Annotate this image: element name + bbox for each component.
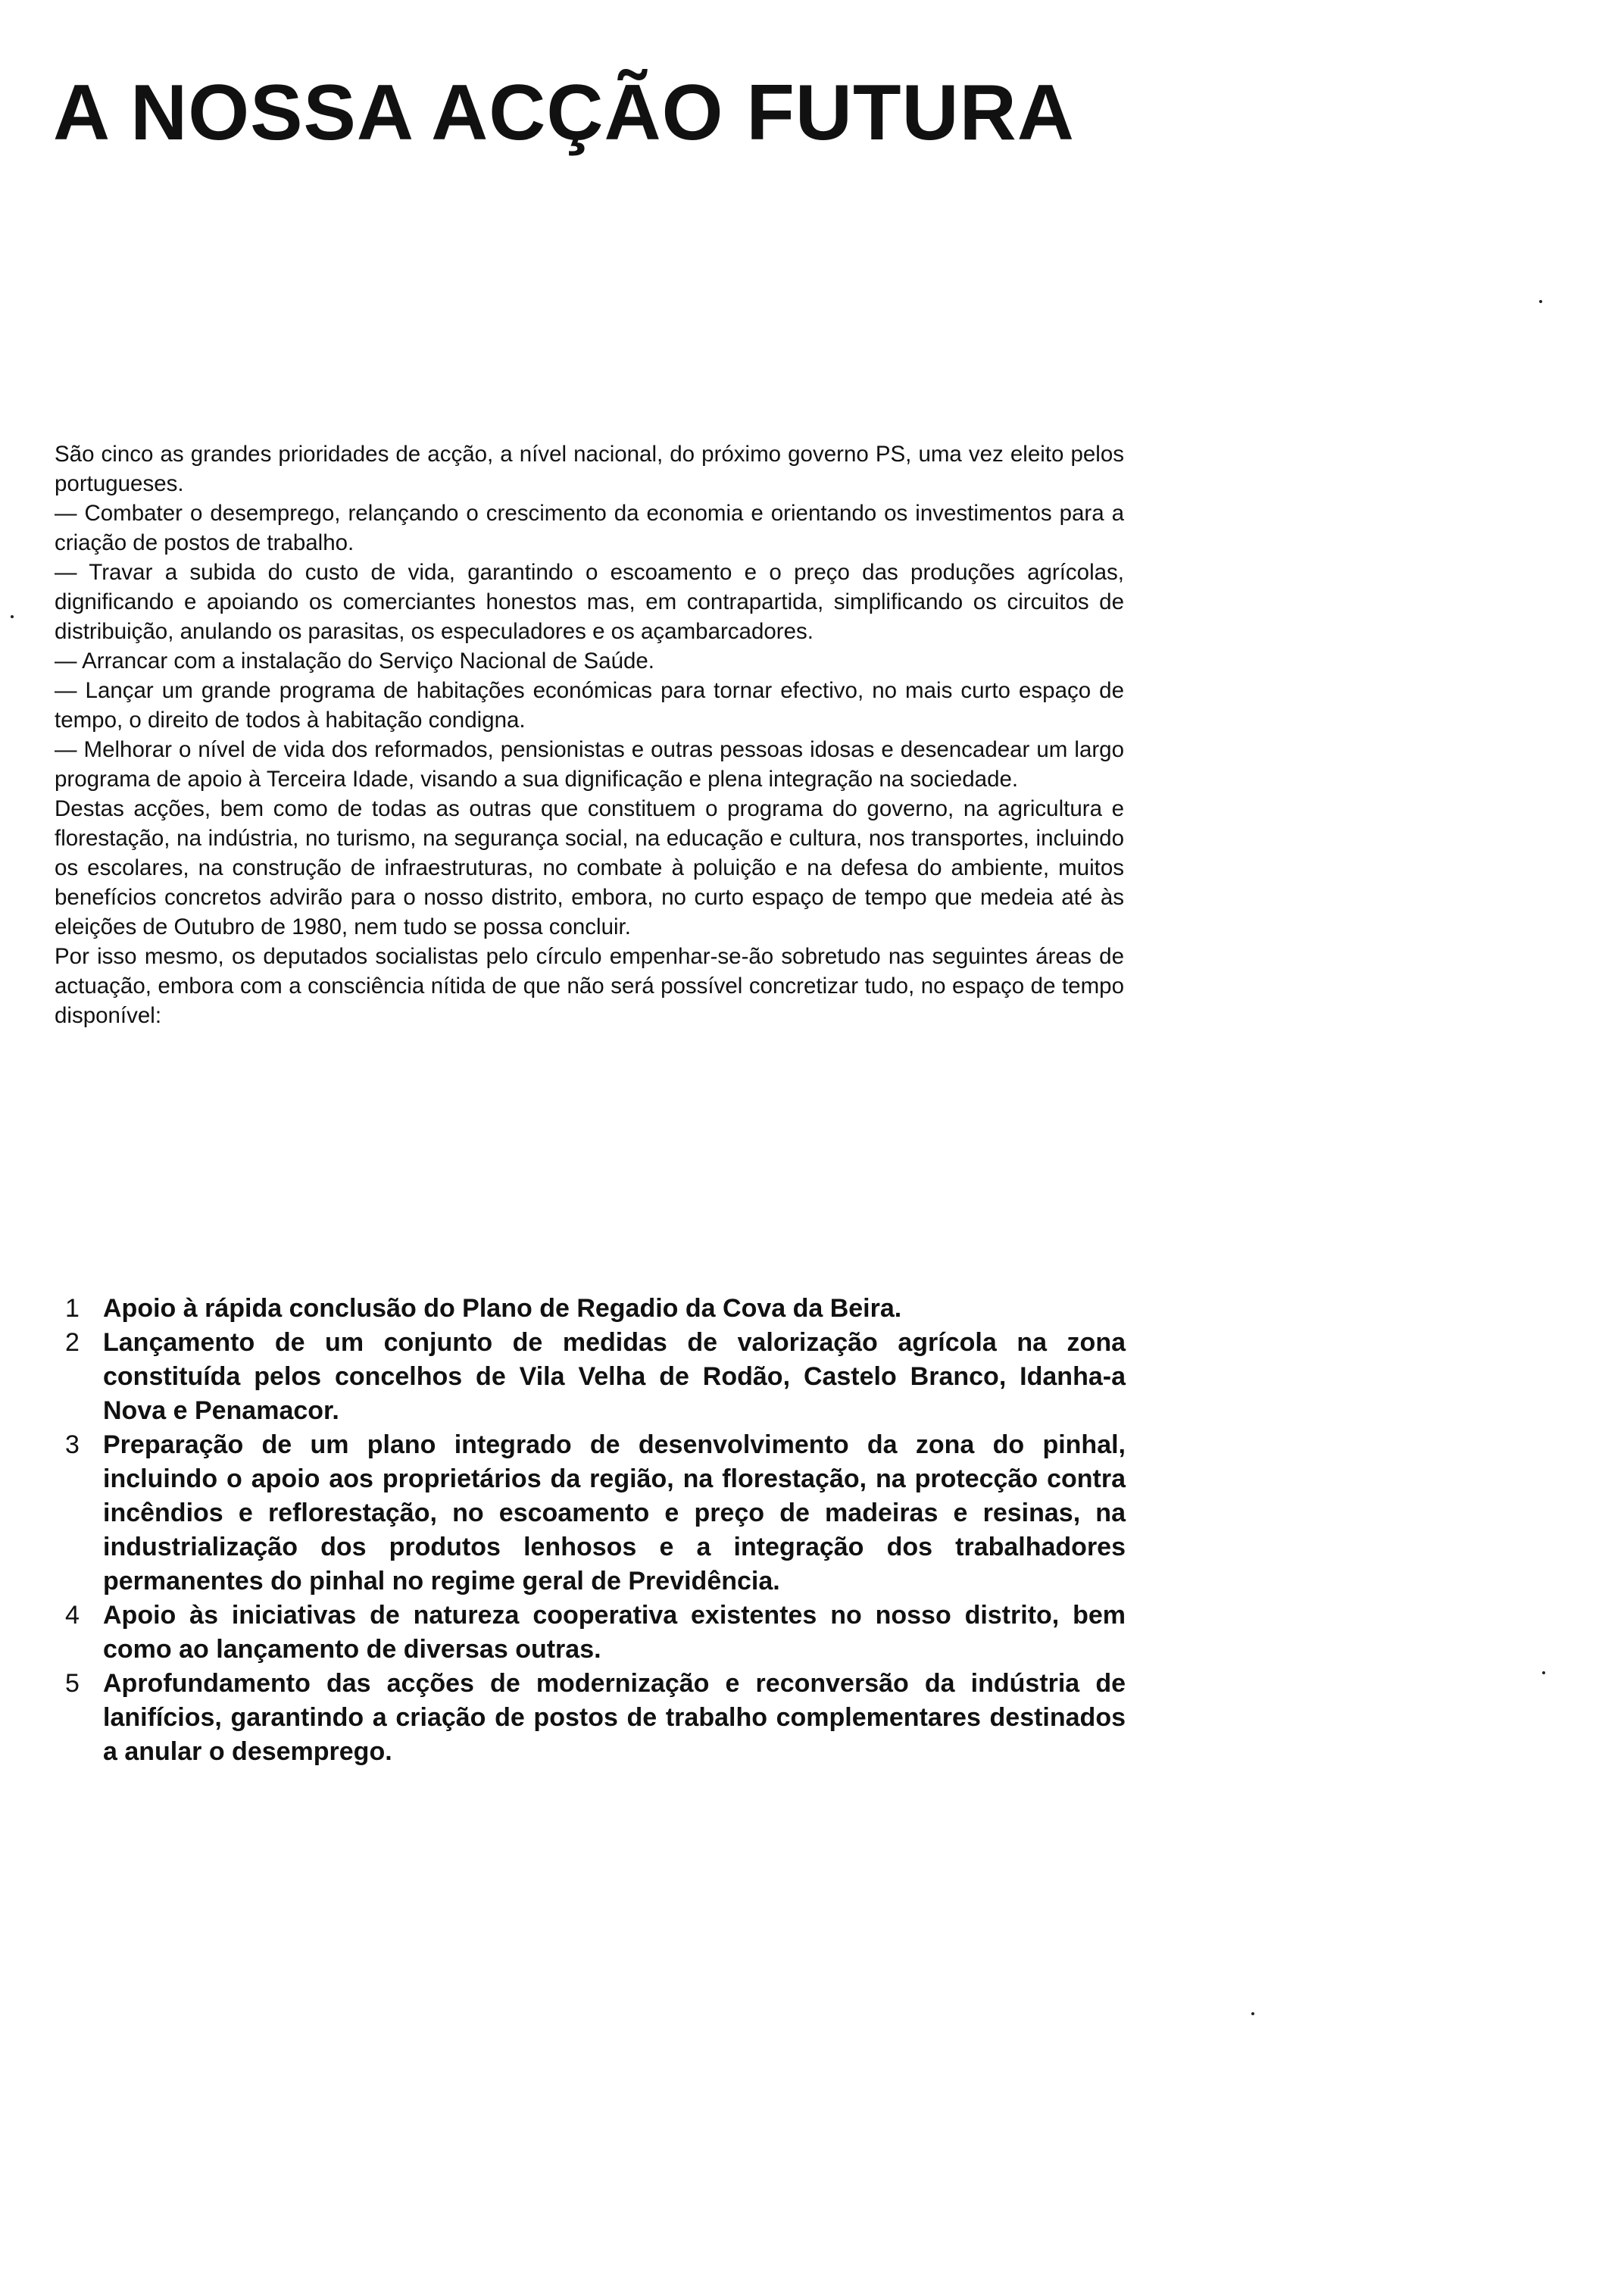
- scan-speck: [1539, 300, 1542, 303]
- item-number: 1: [65, 1294, 80, 1323]
- item-text: Apoio às iniciativas de natureza cooperativa existentes no nosso distrito, bem como ao lançamento de diversas outras.: [103, 1601, 1126, 1664]
- list-item: [65, 1599, 1126, 1667]
- priority-list: [65, 1292, 1126, 1769]
- item-number: 3: [65, 1430, 80, 1459]
- intro-paragraph: — Melhorar o nível de vida dos reformados, pensionistas e outras pessoas idosas e desencadear um largo programa de apoio à Terceira Idade, visando a sua dignificação e plena integração na sociedade.: [55, 737, 1124, 792]
- scan-speck: [11, 615, 14, 618]
- item-number: 5: [65, 1669, 80, 1698]
- item-text: Apoio à rápida conclusão do Plano de Regadio da Cova da Beira.: [103, 1294, 902, 1323]
- list-item: [65, 1428, 1126, 1599]
- scan-speck: [1251, 2012, 1254, 2015]
- item-number: 4: [65, 1601, 80, 1630]
- list-item: [65, 1292, 1126, 1326]
- page-title: A NOSSA ACÇÃO FUTURA: [53, 69, 1075, 157]
- intro-paragraph: São cinco as grandes prioridades de acção, a nível nacional, do próximo governo PS, uma vez eleito pelos portugueses.: [55, 442, 1124, 496]
- item-text: Lançamento de um conjunto de medidas de valorização agrícola na zona constituída pelos concelhos de Vila Velha de Rodão, Castelo Branco, Idanha-a Nova e Penamacor.: [103, 1328, 1126, 1425]
- intro-paragraph: Destas acções, bem como de todas as outras que constituem o programa do governo, na agricultura e florestação, na indústria, no turismo, na segurança social, na educação e cultura, nos transportes, incluindo os escolares, na construção de infraestruturas, no combate à poluição e na defesa do ambiente, muitos benefícios concretos advirão para o nosso distrito, embora, no curto espaço de tempo que medeia até às eleições de Outubro de 1980, nem tudo se possa concluir.: [55, 796, 1124, 939]
- intro-paragraph: Por isso mesmo, os deputados socialistas pelo círculo empenhar-se-ão sobretudo nas seguintes áreas de actuação, embora com a consciência nítida de que não será possível concretizar tudo, no espaço de tempo disponível:: [55, 944, 1124, 1028]
- scan-speck: [1542, 1671, 1545, 1674]
- intro-paragraph: — Arrancar com a instalação do Serviço Nacional de Saúde.: [55, 649, 655, 674]
- item-number: 2: [65, 1328, 80, 1357]
- intro-paragraph: — Travar a subida do custo de vida, garantindo o escoamento e o preço das produções agrícolas, dignificando e apoiando os comerciantes honestos mas, em contrapartida, simplificando os circuitos de distribuição, anulando os parasitas, os especuladores e os açambarcadores.: [55, 560, 1124, 644]
- item-text: Aprofundamento das acções de modernização e reconversão da indústria de lanifícios, garantindo a criação de postos de trabalho complementares destinados a anular o desemprego.: [103, 1669, 1126, 1766]
- list-item: [65, 1326, 1126, 1428]
- intro-text: [55, 439, 1124, 1030]
- list-item: [65, 1667, 1126, 1769]
- item-text: Preparação de um plano integrado de desenvolvimento da zona do pinhal, incluindo o apoio aos proprietários da região, na florestação, na protecção contra incêndios e reflorestação, no escoamento e preço de madeiras e resinas, na industrialização dos produtos lenhosos e a integração dos trabalhadores permanentes do pinhal no regime geral de Previdência.: [103, 1430, 1126, 1596]
- intro-paragraph: — Combater o desemprego, relançando o crescimento da economia e orientando os investimentos para a criação de postos de trabalho.: [55, 501, 1124, 555]
- intro-paragraph: — Lançar um grande programa de habitações económicas para tornar efectivo, no mais curto espaço de tempo, o direito de todos à habitação condigna.: [55, 678, 1124, 733]
